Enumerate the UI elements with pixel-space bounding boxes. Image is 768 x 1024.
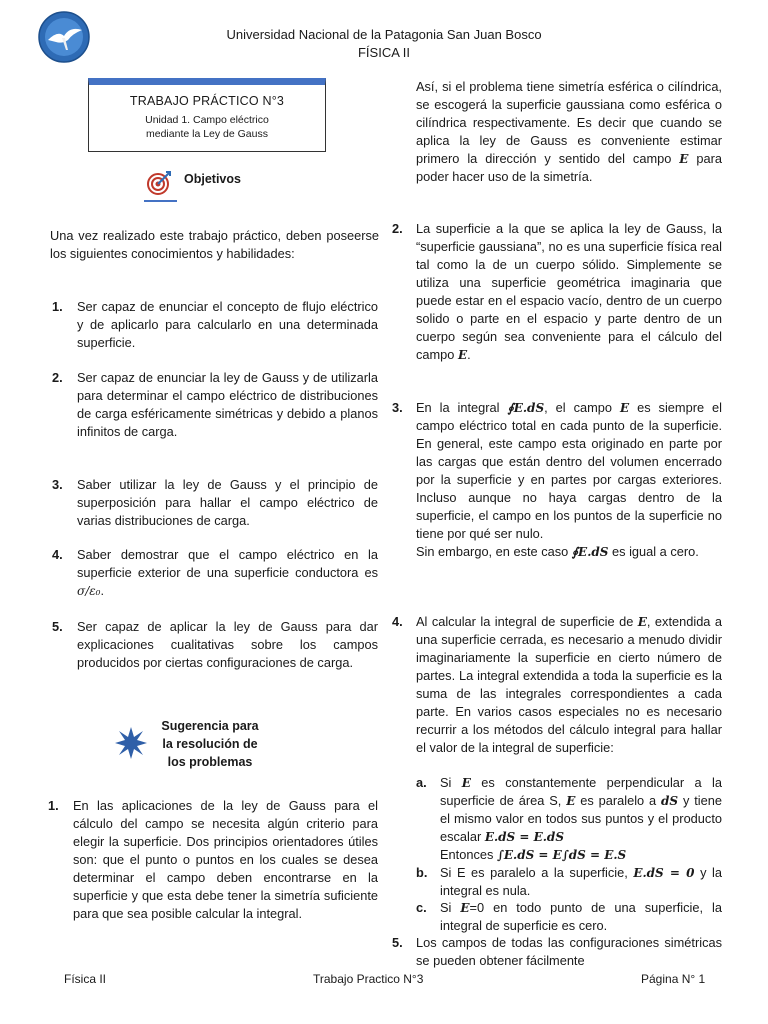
list-number: 4. bbox=[52, 547, 63, 562]
list-text: Saber utilizar la ley de Gauss y el principio de superposición para hallar el campo eléctrico de varias distribuciones de carga. bbox=[77, 477, 378, 528]
list-number: 2. bbox=[392, 221, 403, 236]
list-text: Ser capaz de enunciar el concepto de flujo eléctrico y de aplicarlo para calcularlo en una determinada superficie. bbox=[77, 299, 378, 350]
scalar-product-formula: E.dS = E.dS bbox=[484, 830, 564, 844]
footer-center: Trabajo Practico N°3 bbox=[313, 972, 424, 986]
list-number: 3. bbox=[52, 477, 63, 492]
footer-left: Física II bbox=[64, 972, 107, 986]
list-number: 2. bbox=[52, 370, 63, 385]
list-number: 3. bbox=[392, 400, 403, 415]
sub-item-b bbox=[416, 864, 724, 900]
list-text: Al calcular la integral de superficie de E, extendida a una superficie cerrada, es necesario a menudo dividir imaginariamente la superficie en cierto número de partes. La integral extendida a toda la superficie es la suma de las integrales correspondientes a cada parte. En varios casos especiales no es necesario recurrir a los métodos del cálculo integral para hallar el valor de la integral de superficie: bbox=[416, 614, 722, 755]
list-text: En la integral ∮E.dS, el campo E es siempre el campo eléctrico total en cada punto de la superficie. En general, este campo esta originado en parte por las cargas que están dentro del volumen encerrado por la superficie y en partes por cargas exteriores. Incluso aunque no haya cargas dentro de la superficie, el campo en los puntos de la superficie no tiene por qué ser nulo. Sin embargo, en este caso ∮E.dS es igual a cero. bbox=[416, 400, 722, 559]
list-text: Los campos de todas las configuraciones simétricas se pueden obtener fácilmente bbox=[416, 935, 722, 968]
suggestion-heading: Sugerencia para la resolución de los problemas bbox=[161, 719, 259, 769]
list-number: 5. bbox=[52, 619, 63, 634]
suggestion-item-2 bbox=[392, 220, 724, 390]
list-text: La superficie a la que se aplica la ley de Gauss, la “superficie gaussiana”, no es una superficie física real tal como la de un cuerpo sólido. Simplemente se utiliza una superficie geométrica imaginaria que puede estar en el espacio vacío, dentro de un cuerpo solido o parte en el espacio y parte dentro de un cuerpo según sea conveniente para el cálculo del campo E. bbox=[416, 221, 722, 362]
sub-item-a bbox=[416, 774, 724, 864]
list-text: Saber demostrar que el campo eléctrico en la superficie exterior de una superficie conductora es σ/ε₀. bbox=[77, 547, 378, 598]
list-number: 1. bbox=[52, 299, 63, 314]
objectives-intro: Una vez realizado este trabajo práctico, deben poseerse los siguientes conocimientos y habilidades: bbox=[50, 228, 379, 261]
sub-item-c bbox=[416, 899, 724, 935]
sub-label: a. bbox=[416, 775, 427, 790]
sub-label: c. bbox=[416, 900, 427, 915]
objectives-heading: Objetivos bbox=[184, 172, 241, 186]
integral-formula: ∮E.dS bbox=[571, 545, 609, 559]
unit-line-1: Unidad 1. Campo eléctrico bbox=[145, 114, 269, 126]
header-university: Universidad Nacional de la Patagonia San Juan Bosco bbox=[226, 27, 542, 42]
integral-formula: ∮E.dS bbox=[507, 401, 545, 415]
sub-label: b. bbox=[416, 865, 428, 880]
unit-line-2: mediante la Ley de Gauss bbox=[146, 128, 268, 140]
sub-text: Si E es constantemente perpendicular a la superficie de área S, E es paralelo a dS y tiene el mismo valor en todos sus puntos y el producto escalar E.dS = E.dS Entonces ∫E.dS = E∫dS = E.S bbox=[440, 775, 722, 862]
right-continuation: Así, si el problema tiene simetría esférica o cilíndrica, se escogerá la superficie gaussiana como esférica o cilíndrica respectivamente. Es decir que cuando se aplica la ley de Gauss es conveniente estimar primero la dirección y sentido del campo E para poder hacer uso de la simetría. bbox=[416, 79, 722, 184]
suggestion-item-4 bbox=[392, 613, 724, 773]
list-text: Ser capaz de aplicar la ley de Gauss para dar explicaciones cualitativas sobre los campos producidos por ciertas configuraciones de carga. bbox=[77, 619, 378, 670]
list-number: 4. bbox=[392, 614, 403, 629]
suggestion-item-3 bbox=[392, 399, 724, 599]
header-course: FÍSICA II bbox=[357, 45, 410, 60]
footer-page: Página N° 1 bbox=[641, 972, 706, 986]
sub-text: Si E=0 en todo punto de una superficie, la integral de superficie es cero. bbox=[440, 900, 722, 933]
list-number: 1. bbox=[48, 798, 59, 813]
integral-formula: ∫E.dS = E∫dS = E.S bbox=[496, 848, 627, 862]
list-number: 5. bbox=[392, 935, 403, 950]
list-text: En las aplicaciones de la ley de Gauss para el cálculo del campo se necesita algún criterio para elegir la superficie. Dos principios orientadores útiles son: que el punto o puntos en los cuales se desea determinar el campo deben encontrarse en la superficie y que esta debe tener la simetría suficiente para que sea posible calcular la integral. bbox=[73, 798, 378, 921]
practice-title: TRABAJO PRÁCTICO N°3 bbox=[129, 94, 285, 108]
suggestion-item bbox=[48, 797, 380, 947]
list-text: Ser capaz de enunciar la ley de Gauss y de utilizarla para determinar el campo eléctrico de distribuciones de carga esféricamente simétricas y debido a planos infinitos de carga. bbox=[77, 370, 378, 439]
starburst-icon bbox=[115, 727, 147, 764]
sub-text: Si E es paralelo a la superficie, E.dS = 0 y la integral es nula. bbox=[440, 865, 722, 898]
suggestion-item-5 bbox=[392, 934, 724, 970]
formula: σ/ε₀ bbox=[77, 584, 101, 598]
